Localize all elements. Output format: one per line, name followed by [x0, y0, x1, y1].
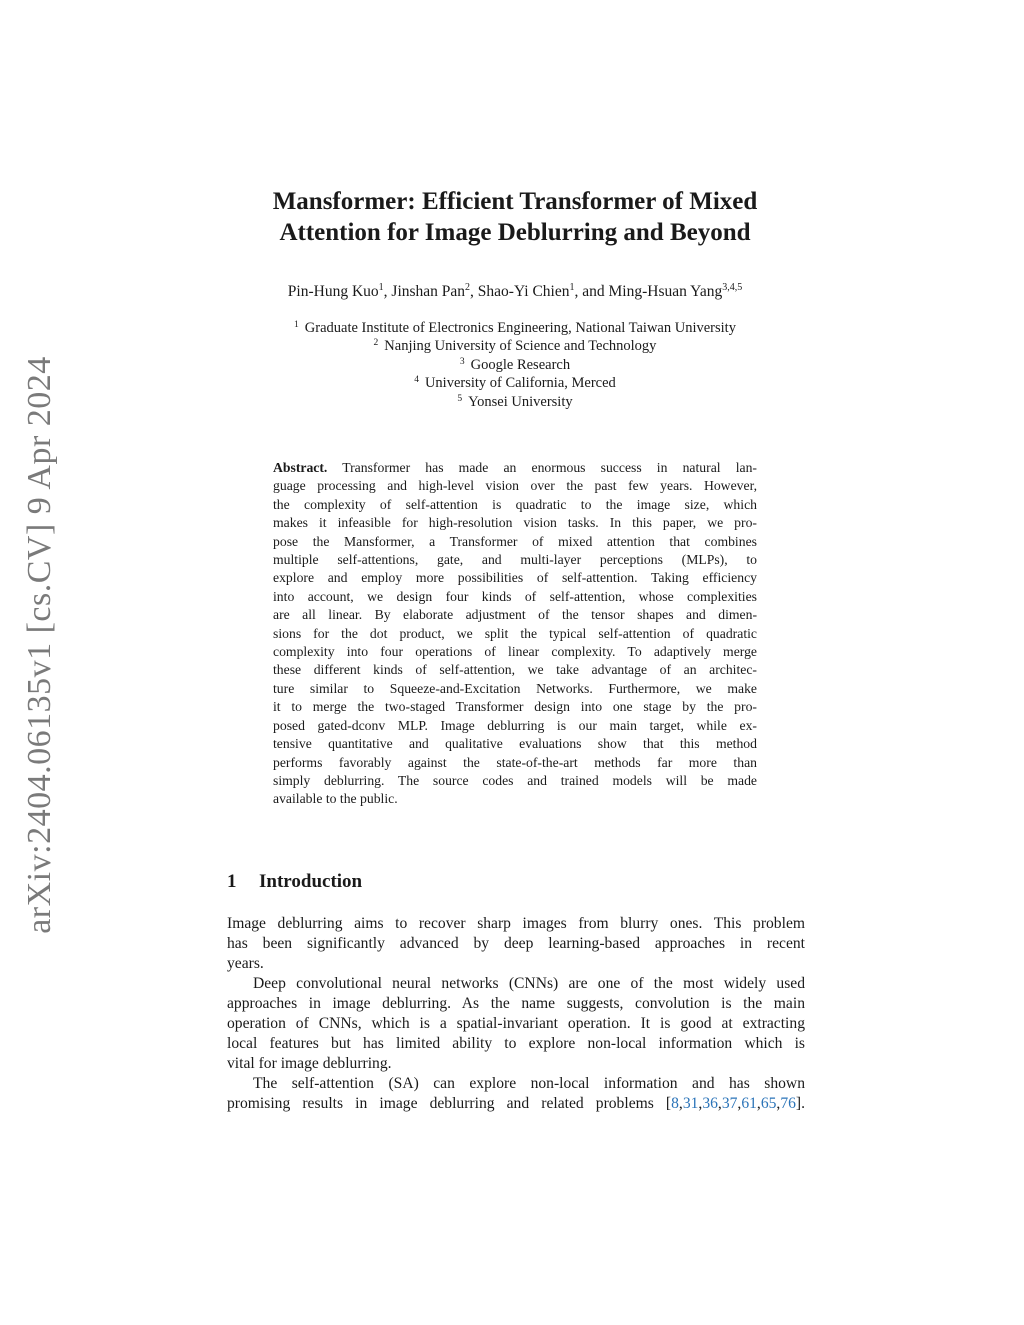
affiliation-name: Graduate Institute of Electronics Engineering, National Taiwan University [304, 320, 736, 336]
body-text: ]. [795, 1095, 805, 1112]
author-separator: , [383, 283, 392, 300]
abstract-line: complexity into four operations of linear complexity. To adaptively merge [273, 644, 757, 660]
citation-link[interactable]: 76 [780, 1095, 796, 1112]
author-name: Shao-Yi Chien [477, 283, 570, 300]
intro-paragraph-3 [227, 1074, 805, 1114]
author-affil-mark: 2 [465, 282, 471, 293]
affiliation-list [200, 319, 830, 411]
author-name: Pin-Hung Kuo [287, 283, 379, 300]
affiliation [200, 356, 830, 374]
body-line: local features but has limited ability to explore non-local information which is [227, 1035, 805, 1052]
abstract-line: posed gated-dconv MLP. Image deblurring is our main target, while ex- [273, 717, 757, 733]
author-list [200, 283, 830, 301]
affiliation [200, 374, 830, 392]
abstract-line: available to the public. [273, 791, 398, 807]
abstract [273, 459, 757, 809]
affiliation-name: University of California, Merced [424, 375, 616, 392]
author-name: Ming-Hsuan Yang [608, 283, 723, 300]
abstract-first-line: Transformer has made an enormous success in natural lan- [342, 460, 757, 475]
abstract-label: Abstract. [273, 460, 328, 475]
section-title: Introduction [259, 871, 363, 892]
abstract-line: makes it infeasible for high-resolution vision tasks. In this paper, we pro- [273, 515, 757, 531]
affiliation-mark: 1 [294, 320, 299, 330]
body-text: promising results in image deblurring and related problems [ [227, 1095, 672, 1112]
abstract-line: are all linear. By elaborate adjustment of the tensor shapes and dimen- [273, 607, 757, 623]
citation-link[interactable]: 61 [741, 1095, 757, 1112]
abstract-line: it to merge the two-staged Transformer design into one stage by the pro- [273, 699, 757, 715]
affiliation-name: Nanjing University of Science and Technology [384, 338, 657, 355]
body-line: promising results in image deblurring and related problems [8,31,36,37,61,65,76]. [227, 1095, 805, 1112]
abstract-line: sions for the dot product, we split the typical self-attention of quadratic [273, 625, 757, 641]
abstract-line: these different kinds of self-attention, we take advantage of an architec- [273, 662, 757, 678]
body-line: vital for image deblurring. [227, 1055, 392, 1072]
body-line: has been significantly advanced by deep learning-based approaches in recent [227, 935, 805, 952]
title-line-2: Attention for Image Deblurring and Beyond [279, 219, 751, 246]
abstract-line: ture similar to Squeeze-and-Excitation Networks. Furthermore, we make [273, 680, 757, 696]
author-separator: , and [574, 283, 609, 300]
title-line-1: Mansformer: Efficient Transformer of Mixed [272, 188, 758, 215]
body-line: The self-attention (SA) can explore non-local information and has shown [253, 1075, 805, 1092]
body-line: operation of CNNs, which is a spatial-invariant operation. It is good at extracting [227, 1015, 805, 1032]
author-affil-mark: 1 [378, 282, 384, 293]
affiliation [200, 393, 830, 411]
abstract-line: tensive quantitative and qualitative evaluations show that this method [273, 736, 757, 752]
citation-link[interactable]: 31 [682, 1095, 699, 1112]
body-line: Image deblurring aims to recover sharp images from blurry ones. This problem [227, 915, 805, 932]
intro-paragraph-2 [227, 974, 805, 1074]
citation-link[interactable]: 8 [671, 1095, 679, 1112]
abstract-line: multiple self-attentions, gate, and multi-layer perceptions (MLPs), to [273, 552, 757, 568]
body-line: years. [227, 955, 264, 972]
author-affil-mark: 3,4,5 [722, 282, 743, 293]
affiliation-mark: 2 [373, 338, 379, 349]
abstract-line [273, 459, 757, 477]
abstract-line: guage processing and high-level vision over the past few years. However, [273, 478, 757, 494]
citation-link[interactable]: 65 [760, 1095, 777, 1112]
abstract-line: the complexity of self-attention is quadratic to the image size, which [273, 496, 757, 512]
abstract-line: performs favorably against the state-of-the-art methods far more than [273, 754, 757, 770]
citation-link[interactable]: 37 [721, 1095, 738, 1112]
arxiv-identifier: arXiv:2404.06135v1 [cs.CV] 9 Apr 2024 [21, 356, 58, 934]
abstract-line: explore and employ more possibilities of self-attention. Taking efficiency [273, 570, 757, 586]
author-name: Jinshan Pan [391, 283, 466, 300]
abstract-line: into account, we design four kinds of self-attention, whose complexities [273, 588, 757, 604]
body-line: Deep convolutional neural networks (CNNs) are one of the most widely used [253, 975, 805, 992]
paper-title [200, 186, 830, 248]
author-affil-mark: 1 [569, 282, 575, 293]
intro-paragraph-1 [227, 914, 805, 974]
affiliation-mark: 4 [414, 375, 419, 386]
abstract-line: simply deblurring. The source codes and trained models will be made [273, 772, 757, 788]
affiliation-mark: 5 [457, 393, 463, 404]
abstract-line: pose the Mansformer, a Transformer of mixed attention that combines [273, 533, 757, 549]
affiliation [200, 319, 830, 337]
affiliation-name: Yonsei University [468, 393, 573, 410]
citation-link[interactable]: 36 [702, 1095, 718, 1112]
body-line: approaches in image deblurring. As the name suggests, convolution is the main [227, 995, 805, 1012]
section-heading-introduction [227, 871, 362, 893]
affiliation-mark: 3 [459, 356, 465, 367]
arxiv-sidebar-stamp [10, 356, 70, 934]
author-separator: , [470, 283, 478, 300]
affiliation-name: Google Research [470, 356, 571, 373]
section-number: 1 [227, 871, 237, 892]
affiliation [200, 337, 830, 355]
